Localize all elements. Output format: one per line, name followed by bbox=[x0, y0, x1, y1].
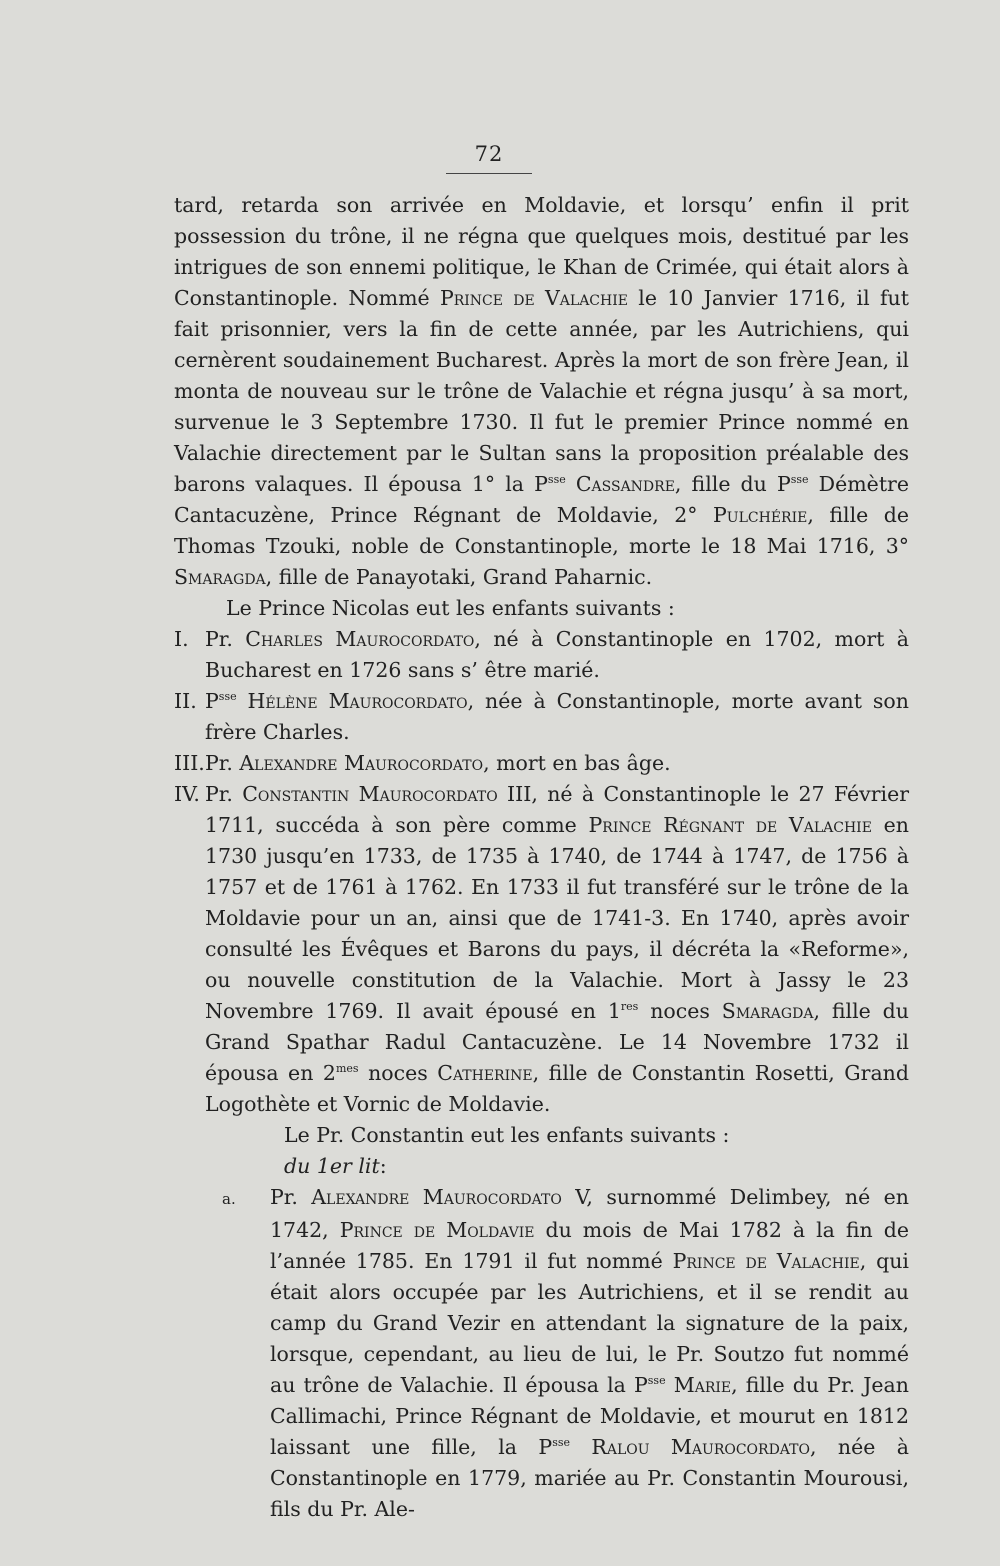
text-run: III, né à Constantinople le 27 Février 1711, succéda à son père comme bbox=[205, 782, 909, 837]
text-run: , né à Constantinople en 1702, mort à Bucharest en 1726 sans s’ être marié. bbox=[205, 627, 909, 682]
page-number-rule bbox=[446, 173, 532, 174]
superscript: res bbox=[620, 1000, 639, 1014]
small-caps-name: Pulchérie bbox=[713, 503, 808, 527]
small-caps-name: Cassandre bbox=[575, 472, 675, 496]
list-number: a. bbox=[222, 1190, 236, 1208]
paragraph bbox=[174, 1120, 909, 1151]
text-run: , fille de Panayotaki, Grand Paharnic. bbox=[265, 565, 653, 589]
text-run: noces bbox=[638, 999, 722, 1023]
text-run: du 1er lit bbox=[284, 1154, 380, 1178]
small-caps-name: Alexandre Maurocordato bbox=[239, 751, 484, 775]
small-caps-name: Hélène Maurocordato bbox=[247, 689, 468, 713]
text-run: , fille du Pr. Jean Callimachi, Prince Régnant de Moldavie, et mourut en 1812 laissant une fille, la P bbox=[270, 1373, 909, 1459]
list-number: II. bbox=[174, 689, 197, 713]
paragraph bbox=[174, 1182, 909, 1525]
text-run: , qui était alors occupée par les Autrichiens, et il se rendit au camp du Grand Vezir en attendant la signature de la paix, lorsque, cependant, au lieu de lui, le Pr. Soutzo fut nommé au trône de Valachie. Il épousa la P bbox=[270, 1249, 909, 1397]
text-run: du mois de Mai 1782 à la fin de l’année 1785. En 1791 il fut nommé bbox=[270, 1218, 909, 1273]
text-run: , fille du Grand Spathar Radul Cantacuzène. Le 14 Novembre 1732 il épousa en 2 bbox=[205, 999, 910, 1085]
text-run: , fille du P bbox=[674, 472, 791, 496]
text-run: , mort en bas âge. bbox=[483, 751, 671, 775]
text-run: , née à Constantinople en 1779, mariée au Pr. Constantin Mourousi, fils du Pr. Ale- bbox=[270, 1435, 909, 1521]
text-run: , fille de Thomas Tzouki, noble de Constantinople, morte le 18 Mai 1716, 3° bbox=[174, 503, 909, 558]
superscript: sse bbox=[547, 473, 566, 487]
paragraph bbox=[174, 1151, 909, 1182]
small-caps-name: Alexandre Maurocordato bbox=[311, 1185, 562, 1209]
text-run: : bbox=[379, 1154, 387, 1178]
small-caps-name: Charles Maurocordato bbox=[245, 627, 475, 651]
small-caps-name: Catherine bbox=[437, 1061, 533, 1085]
body-text bbox=[174, 190, 909, 1525]
text-run: noces bbox=[358, 1061, 438, 1085]
text-run: Le Prince Nicolas eut les enfants suivants : bbox=[226, 596, 675, 620]
text-run: Pr. bbox=[270, 1185, 312, 1209]
small-caps-name: Marie bbox=[673, 1373, 732, 1397]
text-run: Pr. bbox=[205, 782, 243, 806]
paragraph bbox=[174, 779, 909, 1120]
superscript: sse bbox=[647, 1374, 666, 1388]
text-run: Pr. bbox=[205, 627, 246, 651]
text-run bbox=[570, 1435, 591, 1459]
small-caps-name: Smaragda bbox=[174, 565, 266, 589]
text-run: tard, retarda son arrivée en Moldavie, et lorsqu’ enfin il prit possession du trône, il ne régna que quelques mois, destitué par les intrigues de son ennemi politique, le Khan de Crimée, qui était alors à Constantinople. Nommé bbox=[174, 193, 909, 310]
small-caps-name: Prince de Valachie bbox=[672, 1249, 860, 1273]
superscript: sse bbox=[552, 1436, 570, 1450]
list-number: I. bbox=[174, 627, 189, 651]
paragraph bbox=[174, 686, 909, 748]
small-caps-name: Prince de Valachie bbox=[439, 286, 628, 310]
text-run: le 10 Janvier 1716, il fut fait prisonnier, vers la fin de cette année, par les Autrichiens, qui cernèrent soudainement Bucharest. Après la mort de son frère Jean, il monta de nouveau sur le trône de Valachie et régna jusqu’ à sa mort, survenue le 3 Septembre 1730. Il fut le premier Prince nommé en Valachie directement par le Sultan sans la proposition préalable des barons valaques. Il épousa 1° la P bbox=[174, 286, 909, 496]
small-caps-name: Constantin Maurocordato bbox=[242, 782, 498, 806]
text-run: en 1730 jusqu’en 1733, de 1735 à 1740, de 1744 à 1747, de 1756 à 1757 et de 1761 à 1762. En 1733 il fut transféré sur le trône de la Moldavie pour un an, ainsi que de 1741-3. En 1740, après avoir consulté les Évêques et Barons du pays, il décréta la «Reforme», ou nouvelle constitution de la Valachie. Mort à Jassy le 23 Novembre 1769. Il avait épousé en 1 bbox=[205, 813, 909, 1023]
text-run bbox=[666, 1373, 674, 1397]
small-caps-name: Smaragda bbox=[721, 999, 814, 1023]
small-caps-name: Prince Régnant de Valachie bbox=[588, 813, 872, 837]
text-run: V, surnommé Delimbey, né en 1742, bbox=[270, 1185, 909, 1242]
text-run: Pr. bbox=[205, 751, 240, 775]
paragraph bbox=[174, 624, 909, 686]
text-run: Le Pr. Constantin eut les enfants suivants : bbox=[284, 1123, 730, 1147]
text-run: Démètre Cantacuzène, Prince Régnant de Moldavie, 2° bbox=[174, 472, 909, 527]
text-run bbox=[237, 689, 248, 713]
list-number: IV. bbox=[174, 782, 200, 806]
text-run: , née à Constantinople, morte avant son frère Charles. bbox=[205, 689, 909, 744]
text-run bbox=[566, 472, 576, 496]
paragraph bbox=[174, 593, 909, 624]
superscript: sse bbox=[218, 690, 237, 704]
page-number: 72 bbox=[474, 142, 504, 166]
superscript: sse bbox=[790, 473, 809, 487]
text-run: P bbox=[205, 689, 219, 713]
paragraph bbox=[174, 748, 909, 779]
list-number: III. bbox=[174, 751, 205, 775]
small-caps-name: Prince de Moldavie bbox=[339, 1218, 535, 1242]
superscript: mes bbox=[335, 1062, 359, 1076]
paragraph bbox=[174, 190, 909, 593]
text-run: , fille de Constantin Rosetti, Grand Logothète et Vornic de Moldavie. bbox=[205, 1061, 909, 1116]
small-caps-name: Ralou Maurocordato bbox=[591, 1435, 810, 1459]
